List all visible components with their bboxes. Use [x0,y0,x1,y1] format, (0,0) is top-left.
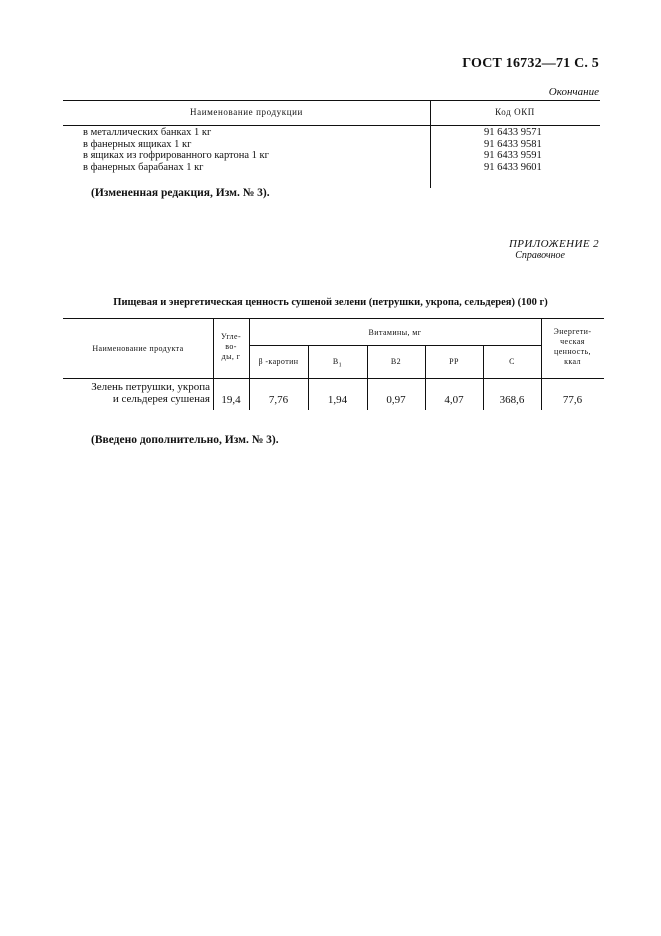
table-top-rule [63,100,600,101]
table-row-name: в фанерных ящиках 1 кг [83,138,192,150]
nutrition-table [63,318,604,410]
table-header-rule [63,378,604,379]
column-header-b1 [308,357,367,371]
product-line: и сельдерея сушеная [112,393,210,405]
b1-value: 1,94 [327,394,348,406]
header-line: во- [225,342,237,351]
header-line: ды, г [221,352,241,361]
beta-carotene-value: 7,76 [268,394,289,406]
column-header-vitamins: Витамины, мг [368,328,422,337]
column-header-name: Наименование продукции [190,107,303,117]
carbs-value: 19,4 [221,394,241,406]
table-row-name: в ящиках из гофрированного картона 1 кг [83,150,269,161]
product-name-cell [63,381,210,405]
column-header-beta-carotene: β -каротин [258,357,299,366]
header-line: Угле- [220,332,242,341]
product-code-table [63,100,600,188]
table-row-name: в металлических банках 1 кг [83,127,212,138]
product-line: Зелень петрушки, укропа [91,381,210,393]
header-line: ккал [564,357,581,366]
amendment-note: (Введено дополнительно, Изм. № 3). [91,434,279,446]
c-value: 368,6 [499,394,525,406]
pp-value: 4,07 [444,394,464,406]
page-header: ГОСТ 16732—71 С. 5 [462,56,599,71]
header-b1-subscript: 1 [338,362,343,369]
table-row-code: 91 6433 9581 [484,138,542,150]
appendix-title: ПРИЛОЖЕНИЕ 2 [508,238,599,250]
continuation-label: Окончание [548,86,599,98]
table-row-code: 91 6433 9591 [484,150,542,161]
product-codes [484,127,542,173]
column-header-energy [541,327,604,367]
column-header-carbs [213,332,249,362]
amendment-note: (Измененная редакция, Изм. № 3). [91,187,270,199]
table-header-rule [63,125,600,126]
table-row-code: 91 6433 9571 [484,127,542,138]
column-header-c: С [509,357,515,366]
column-header-product: Наименование продукта [92,344,184,353]
column-header-code: Код ОКП [495,107,535,117]
b2-value: 0,97 [386,394,406,406]
header-line: ческая [560,337,585,346]
table-row-name: в фанерных барабанах 1 кг [83,161,204,173]
column-header-pp: РР [449,357,459,366]
table-row-code: 91 6433 9601 [484,161,542,173]
header-line: Энергети- [553,327,592,336]
energy-value: 77,6 [562,394,583,406]
nutrition-table-title: Пищевая и энергетическая ценность сушеной зелени (петрушки, укропа, сельдерея) (100 г) [113,297,548,308]
column-header-b2: В2 [390,357,402,366]
header-b-letter: В [332,357,339,366]
appendix-subtitle: Справочное [515,250,565,261]
vitamins-subheader-rule [249,345,541,346]
header-line: ценность, [554,347,591,356]
product-names [83,127,269,173]
table-top-rule [63,318,604,319]
